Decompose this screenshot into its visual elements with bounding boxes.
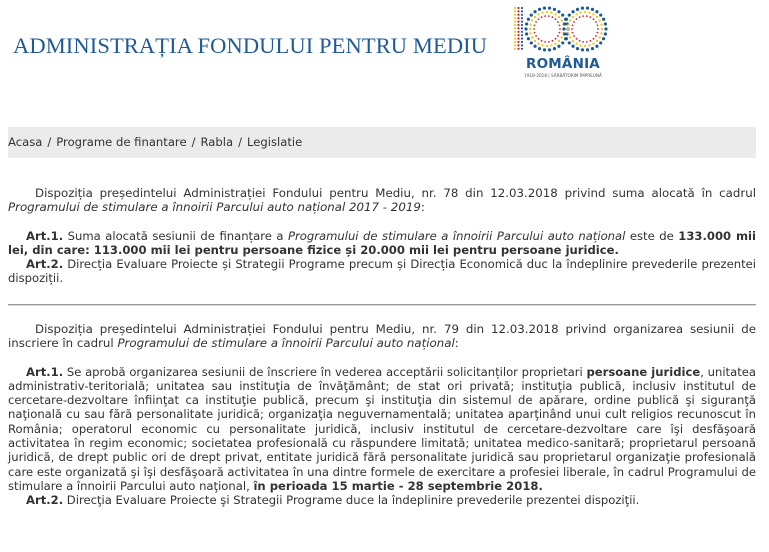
logo-dot [565,37,568,40]
logo-dot [595,21,597,23]
article-1 [8,229,756,258]
breadcrumb-separator: / [238,135,242,149]
logo-dot [581,48,584,51]
logo-dot [596,40,598,42]
logo-dot [530,13,533,16]
logo-dot [579,16,581,18]
article-label: Art.1. [26,228,64,243]
logo-dot [588,44,590,46]
logo-dot [592,13,594,15]
logo-dot [527,37,530,40]
logo-dot [546,11,548,13]
logo-dot [537,13,539,15]
logo-dot [576,38,578,40]
logo-dot [558,16,560,18]
logo-dot [592,43,594,45]
logo-dot [514,31,516,33]
logo-dot [590,16,592,18]
logo-dot [521,27,523,29]
logo-dot [529,28,531,30]
logo-dot [595,35,597,37]
romania-100-logo-graphic [505,2,625,58]
logo-dot [569,36,571,38]
logo-dot [544,41,546,43]
logo-dot [521,48,523,50]
logo-dot [561,13,564,16]
breadcrumb-acasa[interactable]: Acasa [8,135,43,149]
logo-dot [567,23,569,25]
logo-dot [602,18,605,21]
logo-dot [559,32,561,34]
logo-dot [533,28,535,30]
logo-dot [541,40,543,42]
logo-dot [559,24,561,26]
logo-dot [521,41,523,43]
logo-dot [517,24,519,26]
logo-dot [558,40,560,42]
logo-dot [562,27,565,30]
logo-dot [548,7,551,10]
article-label: Art.2. [26,257,64,272]
logo-dot [521,10,523,12]
logo-dot [559,28,561,30]
logo-dot [517,48,519,50]
logo-dot [557,21,559,23]
logo-dot [599,36,601,38]
logo-dot [534,32,536,34]
logo-dot [596,16,598,18]
logo-dot [576,47,579,50]
logo-dot [557,10,560,13]
breadcrumb [8,127,756,158]
logo-dot [563,22,566,25]
logo-dot [514,44,516,46]
logo-dot [535,35,537,37]
logo-dot [586,7,589,10]
logo-dot [514,38,516,40]
logo-dot [514,48,516,50]
logo-dot [514,10,516,12]
logo-dot [597,24,599,26]
logo-dot [600,23,602,25]
logo-dot [553,8,556,11]
logo-dot [548,48,551,51]
eligible-category: persoane juridice [586,364,701,379]
logo-dot [517,17,519,19]
logo-dot [572,24,574,26]
logo-dot [584,45,586,47]
breadcrumb-rabla[interactable]: Rabla [200,135,234,149]
logo-dot [557,45,560,48]
logo-dot [586,41,588,43]
article-label: Art.1. [26,364,64,379]
logo-dot [533,45,536,48]
section-divider [8,304,756,306]
logo-dot [582,15,584,17]
logo-dot [573,35,575,37]
logo-dot [521,14,523,16]
logo-dot [548,15,550,17]
logo-dot [546,45,548,47]
disposition-79-title [8,322,756,351]
logo-dot [582,41,584,43]
logo-dot [517,41,519,43]
intro-text: Dispoziția președintelui Administrației Fondului pentru Mediu, nr. 79 din 12.03.2018 privind organizarea sesiunii de inscriere în cadrul [8,322,756,351]
logo-dot [604,32,607,35]
logo-dot [571,45,574,48]
logo-dot [517,7,519,9]
article-text: Direcţia Evaluare Proiecte şi Strategii Programe duce la îndeplinire prevederile prezentei dispoziţii. [63,493,640,508]
logo-dot [531,19,533,21]
logo-dot [561,36,563,38]
logo-dot [586,48,589,51]
disposition-78-title [8,186,756,215]
logo-dot [575,13,577,15]
logo-dot [521,17,523,19]
logo-dot [537,43,539,45]
allocated-amount: 133.000 mii lei, din care: 113.000 mii lei pentru persoane fizice și 20.000 mii lei pentru persoane juridice. [8,228,756,257]
logo-word: ROMÂNIA [526,56,600,72]
logo-dot [604,27,607,30]
logo-dot [586,15,588,17]
article-text: este de [625,228,679,243]
logo-dot [517,27,519,29]
intro-end: : [454,336,459,351]
logo-dot [521,34,523,36]
logo-dot [529,32,531,34]
logo-dot [555,38,557,40]
logo-dot [534,40,536,42]
logo-dot [521,44,523,46]
logo-dot [514,24,516,26]
logo-dot [561,41,564,44]
disposition-79 [8,322,756,508]
article-text: , unitatea administrativ-teritorială; unitatea sau instituţia de învăţământ; de stat ori privată; instituţia publică, inclusiv institutul de cercetare-dezvoltare înfiinţat ca instituţie publică, precum şi instituţia din sistemul de apărare, ordine publică şi siguranţă naţională cu sau fără personalitate juridică; organizaţia neguvernamentală; unitatea aparţinând unui cult religios recunoscut în România; operatorul economic cu personalitate juridică, inclusiv institutul de cercetare-dezvoltare care îşi desfăşoară activitatea în regim economic; societatea profesională cu răspundere limitată; unitatea medico-sanitară; proprietarul persoană juridică, de drept public ori de drept privat, entitate juridică fără personalitate juridică sau proprietarul organizaţie profesională care este organizată şi îşi desfăşoară activitatea în una dintre formele de exercitare a profesiei liberale, în cadrul Programului de stimulare a înnoirii Parcului auto naţional, [8,364,756,493]
logo-dot [514,27,516,29]
disposition-78 [8,186,756,286]
program-name: Programului de stimulare a înnoirii Parcului auto național [288,228,626,243]
logo-dot [576,8,579,11]
breadcrumb-separator: / [47,135,52,149]
logo-dot [543,7,546,10]
logo-dot [563,32,566,35]
logo-dot [517,14,519,16]
logo-dot [530,41,533,44]
article-text: Direcția Evaluare Proiecte și Strategii Programe precum și Direcția Economică duc la îndeplinire prevederile prezentei dispoziții. [8,257,756,286]
logo-dot [525,22,528,25]
logo-dot [567,32,569,34]
intro-text: Dispoziția președintelui Administrației Fondului pentru Mediu, nr. 78 din 12.03.2018 privind suma alocată în cadrul [35,186,756,200]
logo-dot [588,11,590,13]
logo-dot [521,21,523,23]
logo-dot [575,43,577,45]
logo-dot [535,21,537,23]
logo-dot [579,11,581,13]
logo-dot [604,22,607,25]
logo-dot [555,18,557,20]
logo-dot [533,10,536,13]
logo-dot [553,47,556,50]
logo-dot [521,24,523,26]
logo-dot [538,47,541,50]
logo-dot [572,16,574,18]
logo-dot [595,45,598,48]
logo-dot [561,19,563,21]
logo-dot [601,28,603,30]
logo-dot [521,7,523,9]
logo-dot [599,13,602,16]
logo-dot [517,34,519,36]
logo-dot [552,40,554,42]
logo-dot [541,11,543,13]
logo-dot [600,32,602,34]
logo-dot [579,44,581,46]
logo-dot [569,19,571,21]
logo-dot [597,28,599,30]
logo-tagline: 1918-2018 | SĂRBĂTORIM ÎMPREUNĂ [524,73,602,78]
logo-dot [565,18,568,21]
intro-end: : [420,200,425,215]
logo-dot [571,28,573,30]
logo-dot [554,43,556,45]
article-1 [8,365,756,494]
breadcrumb-separator: / [191,135,196,149]
logo-dot [599,41,602,44]
logo-dot [529,23,531,25]
logo-dot [543,48,546,51]
logo-dot [517,38,519,40]
logo-dot [517,44,519,46]
logo-dot [541,16,543,18]
logo-dot [581,7,584,10]
logo-dot [514,17,516,19]
logo-dot [534,16,536,18]
program-name: Programului de stimulare a înnoirii Parcului auto național 2017 - 2019 [8,200,421,215]
logo-dot [538,8,541,11]
logo-dot [514,14,516,16]
logo-dot [593,18,595,20]
article-label: Art.2. [26,493,64,508]
logo-dot [541,44,543,46]
logo-dot [554,13,556,15]
logo-dot [557,35,559,37]
logo-dot [568,41,571,44]
logo-dot [514,21,516,23]
logo-dot [591,8,594,11]
logo-dot [597,32,599,34]
logo-dot [521,38,523,40]
logo-dot [584,11,586,13]
logo-dot [521,31,523,33]
article-text: Se aprobă organizarea sesiunii de înscriere în vederea acceptării solicitanților proprietari [63,364,587,379]
logo-dot [590,40,592,42]
logo-dot [517,10,519,12]
article-text: Suma alocată sesiunii de finanțare a [63,228,288,243]
logo-dot [534,24,536,26]
article-2 [8,257,756,286]
logo-dot [517,31,519,33]
logo-dot [514,34,516,36]
logo-dot [579,40,581,42]
logo-dot [552,16,554,18]
logo-dot [568,13,571,16]
logo-dot [525,32,528,35]
article-2 [8,493,756,507]
logo-dot [514,7,516,9]
logo-dot [591,47,594,50]
logo-dot [572,40,574,42]
logo-dot [514,41,516,43]
logo-dot [548,41,550,43]
registration-period: în perioada 15 martie - 28 septembrie 2018. [253,478,543,493]
logo-dot [517,21,519,23]
logo-dot [544,15,546,17]
logo-dot [602,37,605,40]
logo-dot [595,10,598,13]
breadcrumb-current-legislatie: Legislatie [246,135,303,149]
logo-dot [599,19,601,21]
logo-dot [593,38,595,40]
logo-dot [572,32,574,34]
logo-dot [567,28,569,30]
logo-dot [538,18,540,20]
logo-dot [527,18,530,21]
logo-dot [524,27,527,30]
romania-100-logo [505,2,625,84]
program-name: Programului de stimulare a înnoirii Parcului auto național [117,336,455,351]
logo-dot [576,18,578,20]
site-title[interactable]: ADMINISTRAȚIA FONDULUI PENTRU MEDIU [13,33,488,58]
logo-dot [538,38,540,40]
logo-dot [571,10,574,13]
logo-dot [531,36,533,38]
logo-dot [550,11,552,13]
logo-dot [573,21,575,23]
breadcrumb-programe-de-finantare[interactable]: Programe de finantare [56,135,187,149]
logo-dot [550,44,552,46]
